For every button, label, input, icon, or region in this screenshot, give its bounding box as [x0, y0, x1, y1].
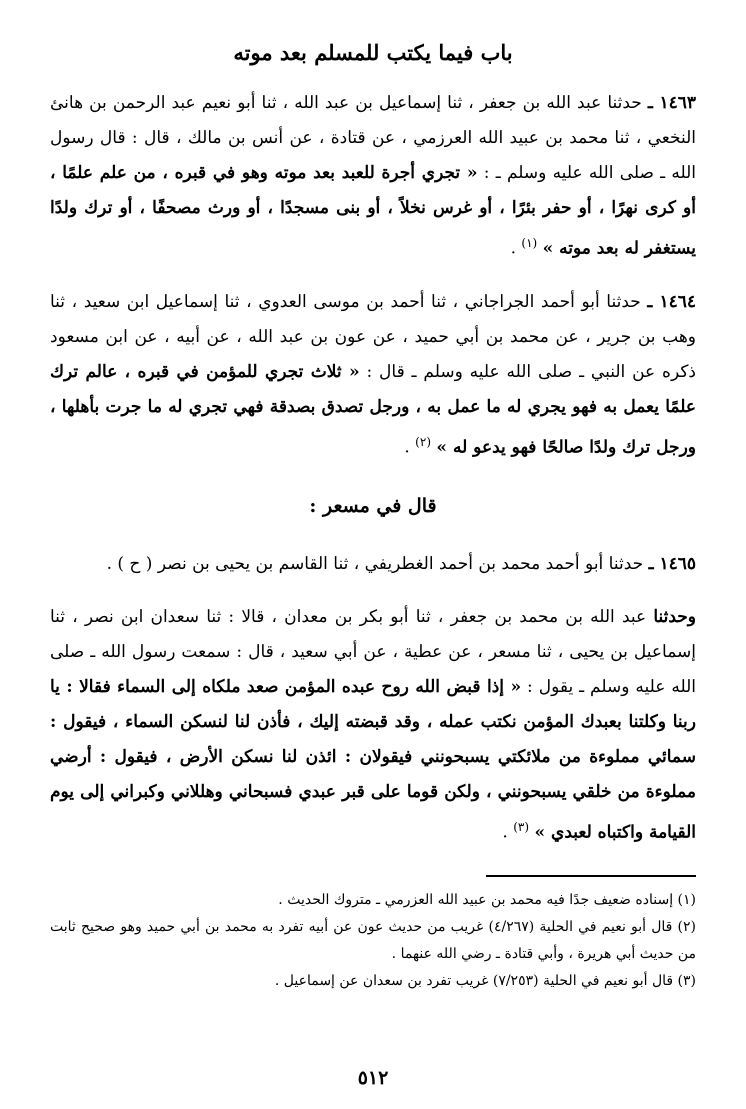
footnote-1: (١) إسناده ضعيف جدًا فيه محمد بن عبيد الله العزرمي ـ متروك الحديث . — [278, 891, 696, 908]
sentence-end: . — [502, 822, 514, 843]
hadith-number: ١٤٦٥ ـ — [648, 554, 696, 575]
chain-lead-word: وحدثنا — [653, 607, 696, 628]
book-page — [50, 30, 696, 1089]
running-title: باب فيما يكتب للمسلم بعد موته — [233, 40, 513, 65]
hadith-text: « ثلاث تجري للمؤمن في قبره ، عالم ترك علمًا يعمل به فهو يجري له ما عمل به ، ورجل تصدق بصدقة فهي تجري له ما جرت بأهلها ، ورجل ترك ولدًا صالحًا فهو يدعو له » — [50, 361, 696, 458]
sentence-end: . — [404, 437, 416, 458]
hadith-number: ١٤٦٤ ـ — [647, 291, 697, 312]
hadith-number: ١٤٦٣ ـ — [647, 93, 696, 113]
hadith-1463 — [50, 86, 696, 267]
hadith-chain: حدثنا أبو أحمد محمد بن أحمد الغطريفي ، ثنا القاسم بن يحيى بن نصر ( ح ) . — [106, 554, 644, 575]
footnote-divider — [486, 875, 696, 877]
sentence-end: . — [510, 238, 522, 259]
footnote-2: (٢) قال أبو نعيم في الحلية (٤/٢٦٧) غريب من حديث عون عن أبيه تفرد به محمد بن أبي حميد وهو صحيح ثابت من حديث أبي هريرة ، وأبي قتادة ـ رضي الله عنهما . — [50, 918, 696, 962]
footnote-3: (٣) قال أبو نعيم في الحلية (٧/٢٥٣) غريب تفرد بن سعدان عن إسماعيل . — [274, 972, 696, 989]
footnote-ref: (٢) — [415, 434, 431, 449]
page-number: ٥١٢ — [357, 1067, 389, 1089]
hadith-chain: حدثنا عبد الله بن جعفر ، ثنا إسماعيل بن عبد الله ، ثنا أبو نعيم عبد الرحمن بن هانئ النخعي ، ثنا محمد بن عبيد الله العرزمي ، عن قتادة ، عن أنس بن مالك ، قال : قال رسول الله ـ صلى الله عليه وسلم ـ : — [50, 93, 697, 183]
hadith-1464 — [50, 285, 696, 466]
hadith-1465 — [50, 547, 696, 582]
hadith-chain: حدثنا أبو أحمد الجراجاني ، ثنا أحمد بن موسى العدوي ، ثنا إسماعيل ابن سعيد ، ثنا وهب بن جرير ، عن محمد بن أبي حميد ، عن عون بن عبد الله ، عن أبيه ، عن ابن مسعود ذكره عن النبي ـ صلى الله عليه وسلم ـ قال : — [50, 291, 696, 382]
footnote-ref: (١) — [521, 236, 538, 250]
hadith-text: « إذا قبض الله روح عبده المؤمن صعد ملكاه إلى السماء فقالا : يا ربنا وكلتنا بعبدك المؤمن نكتب عمله ، وقد قبضته إليك ، فأذن لنا لنسكن السماء ، فيقول : سمائي مملوءة من ملائكتي يسبحونني فيقولان : ائذن لنا نسكن الأرض ، فيقول : أرضي مملوءة من خلقي يسبحونني ، ولكن قوما على قبر عبدي فسبحاني وهللاني وكبراني إلى يوم القيامة واكتباه لعبدي » — [50, 677, 696, 843]
footnote-ref: (٣) — [513, 820, 530, 835]
hadith-chain: عبد الله بن محمد بن جعفر ، ثنا أبو بكر بن معدان ، قالا : ثنا سعدان ابن نصر ، ثنا إسماعيل بن يحيى ، ثنا مسعر ، عن عطية ، عن أبي سعيد ، قال : سمعت رسول الله ـ صلى الله عليه وسلم ـ يقول : — [50, 607, 696, 698]
section-subheading: قال في مسعر : — [309, 495, 437, 518]
hadith-text: « تجري أجرة للعبد بعد موته وهو في قبره ، من علم علمًا ، أو كرى نهرًا ، أو حفر بئرًا ، أو غرس نخلاً ، أو بنى مسجدًا ، أو ورث مصحفًا ، أو ترك ولدًا يستغفر له بعد موته » — [50, 163, 696, 259]
hadith-1465-second-chain — [50, 600, 696, 851]
